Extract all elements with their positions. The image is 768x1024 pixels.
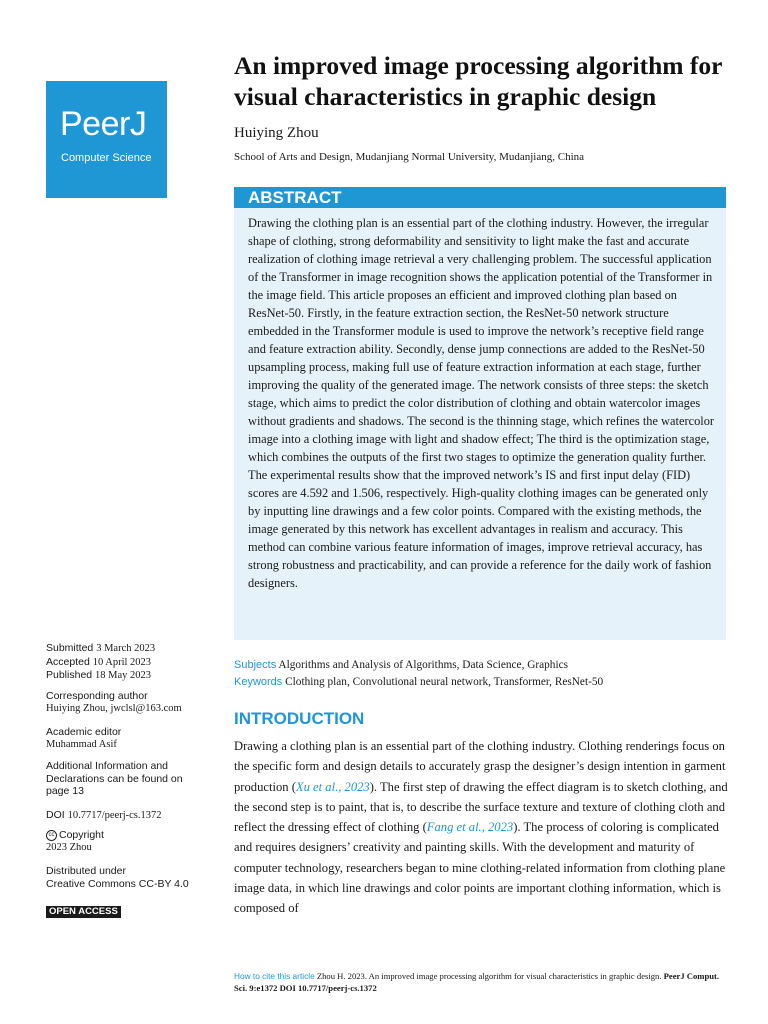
paper-title: An improved image processing algorithm for visual characteristics in graphic design xyxy=(234,51,723,111)
license-link[interactable]: Creative Commons CC-BY 4.0 xyxy=(46,877,189,890)
distributed-label: Distributed under xyxy=(46,865,126,877)
subjects-label: Subjects xyxy=(234,659,277,671)
published-label: Published xyxy=(46,669,93,681)
doi-line xyxy=(46,809,216,823)
published-date: 18 May 2023 xyxy=(95,670,152,681)
copyright-value: 2023 Zhou xyxy=(46,841,92,853)
doi-label: DOI xyxy=(46,809,65,821)
keywords-label: Keywords xyxy=(234,676,283,688)
citation-xu-2023[interactable]: Xu et al., 2023 xyxy=(295,779,370,794)
peerj-logo xyxy=(46,81,167,198)
keywords-value: Clothing plan, Convolutional neural network, Transformer, ResNet-50 xyxy=(285,676,604,688)
citation-fang-2023[interactable]: Fang et al., 2023 xyxy=(426,820,514,835)
cite-journal: PeerJ Comput. Sci. xyxy=(234,971,720,993)
dates-block xyxy=(46,642,216,683)
how-to-cite xyxy=(234,970,734,994)
editor-block xyxy=(46,726,216,751)
intro-part-1: Drawing a clothing plan is an essential part of the clothing industry. Clothing renderings focus on the specific form and design details to accurately grasp the designer’s design intention in garment production ( xyxy=(234,739,726,794)
doi-value[interactable]: 10.7717/peerj-cs.1372 xyxy=(67,810,162,821)
abstract-text: Drawing the clothing plan is an essential part of the clothing industry. However, the irregular shape of clothing, strong deformability and sensitivity to light make the fast and accurate realization of clothing image retrieval a very challenging problem. The successful application of the Transformer in image recognition shows the application potential of the Transformer in the image field. This article proposes an efficient and improved clothing plan based on ResNet-50. Firstly, in the feature extraction section, the ResNet-50 network structure embedded in the Transformer module is used to improve the network’s receptive field range and feature extraction ability. Secondly, dense jump connections are added to the ResNet-50 upsampling process, making full use of feature extraction information at each stage, further improving the quality of the generated image. The network consists of three steps: the sketch stage, which aims to predict the color distribution of clothing and obtain watercolor images without gradients and shadows. The second is the thinning stage, which refines the watercolor image into a clothing image with light and shadow effect; The third is the optimization stage, which combines the outputs of the first two stages to optimize the generation quality further. The experimental results show that the improved network’s IS and first input delay (FID) scores are 4.592 and 1.506, respectively. High-quality clothing images can be generated only by inputting line drawings and a few color points. Compared with the existing methods, the image generated by this network has excellent advantages in realism and accuracy. This method can combine various feature information of images, improve retrieval accuracy, has strong robustness and practicability, and can provide a reference for the daily work of fashion designers. xyxy=(248,216,715,590)
submitted-date: 3 March 2023 xyxy=(96,643,156,654)
corresponding-label: Corresponding author xyxy=(46,690,148,702)
cite-text: Zhou H. 2023. An improved image processing algorithm for visual characteristics in graphic design. xyxy=(316,971,662,981)
cite-tail: 9:e1372 DOI 10.7717/peerj-cs.1372 xyxy=(249,983,377,993)
open-access-badge: OPEN ACCESS xyxy=(46,906,121,918)
intro-part-2: ). The first step of drawing the effect diagram is to sketch clothing, and the second step is to paint, that is, to describe the surface texture and texture of clothing cloth and reflect the dressing effect of clothing ( xyxy=(234,779,728,835)
introduction-heading: INTRODUCTION xyxy=(234,709,365,728)
license-block xyxy=(46,865,216,890)
accepted-label: Accepted xyxy=(46,655,90,668)
logo-subtitle: Computer Science xyxy=(61,152,152,164)
corresponding-block xyxy=(46,690,216,715)
keywords-line xyxy=(234,674,726,691)
intro-part-3: ). The process of coloring is complicated and requires designers’ creativity and painting skills. With the development and maturity of computer technology, researchers began to mine clothing-related information from clothing plane image data, in which line drawings and color points are important clothing information, which is composed of xyxy=(234,820,726,916)
subjects-keywords xyxy=(234,657,726,691)
submitted-label: Submitted xyxy=(46,642,94,654)
copyright-block xyxy=(46,829,216,854)
copyright-label: Copyright xyxy=(59,829,104,841)
introduction-text xyxy=(234,736,731,919)
copyright-icon: cc xyxy=(46,830,57,841)
editor-value: Muhammad Asif xyxy=(46,738,117,750)
subjects-line xyxy=(234,657,726,674)
accepted-date: 10 April 2023 xyxy=(92,656,152,668)
additional-info[interactable]: Additional Information and Declarations can be found on page 13 xyxy=(46,760,183,797)
editor-label: Academic editor xyxy=(46,726,122,738)
author-affiliation: School of Arts and Design, Mudanjiang Normal University, Mudanjiang, China xyxy=(234,151,585,163)
corresponding-value[interactable]: Huiying Zhou, jwclsl@163.com xyxy=(46,702,182,714)
cite-label: How to cite this article xyxy=(234,971,315,981)
subjects-value: Algorithms and Analysis of Algorithms, Data Science, Graphics xyxy=(278,659,568,671)
author-name: Huiying Zhou xyxy=(234,125,319,141)
abstract-box xyxy=(234,208,726,640)
logo-title: PeerJ xyxy=(60,105,147,143)
abstract-heading: ABSTRACT xyxy=(234,187,726,208)
